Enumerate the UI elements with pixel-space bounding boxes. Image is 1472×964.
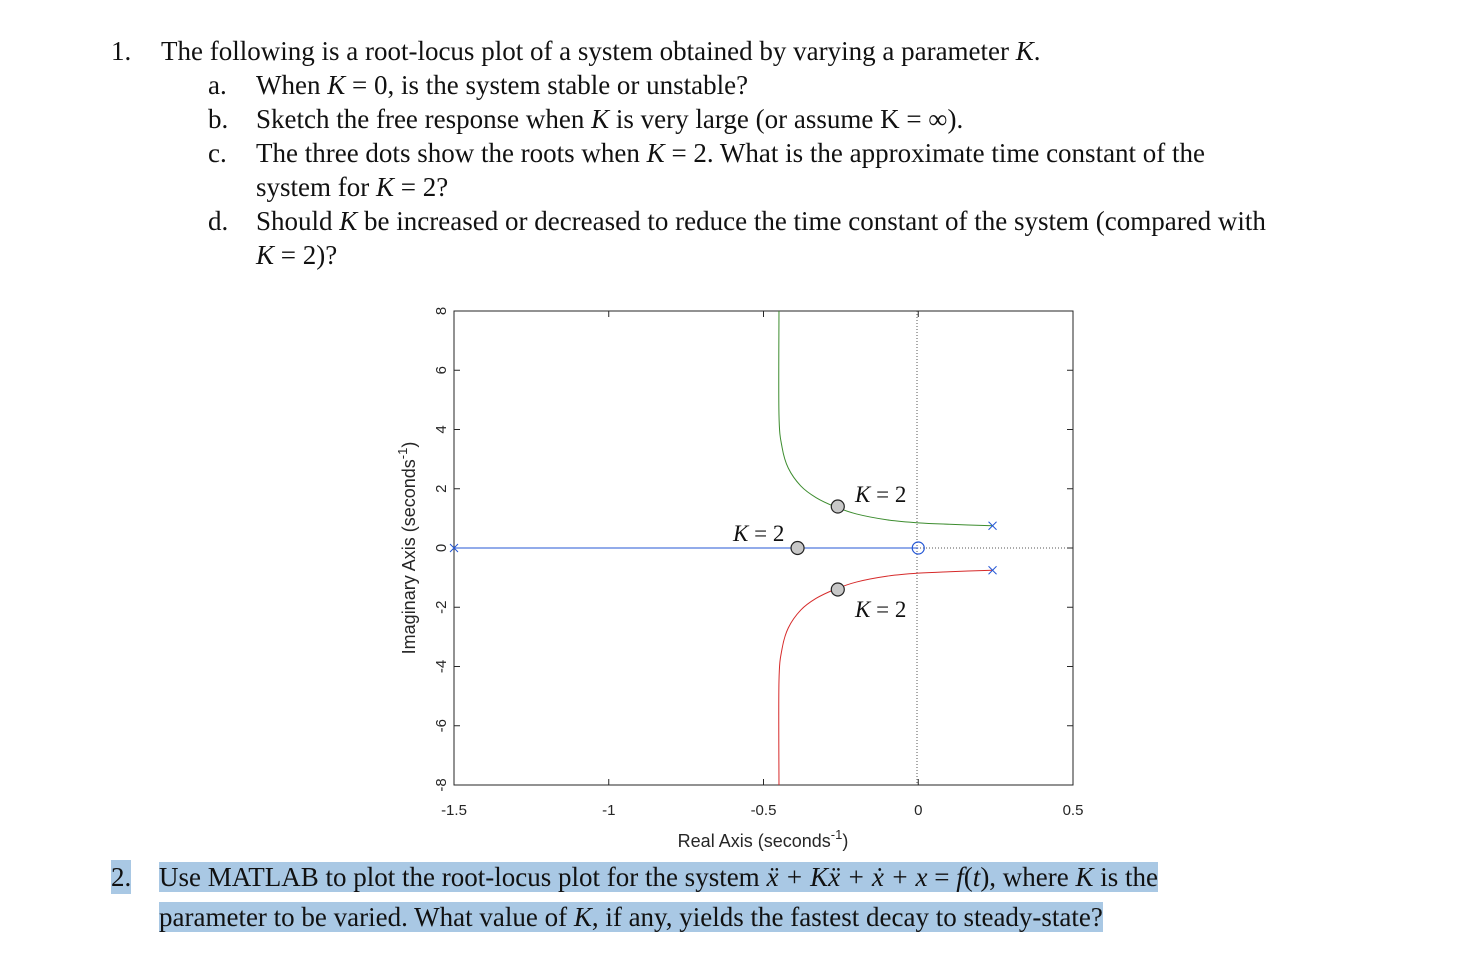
question-2-line2: parameter to be varied. What value of K, if any, yields the fastest decay to steady-state?: [159, 902, 1103, 932]
x-tick-label: -1: [602, 802, 616, 819]
k2-root-dot: [791, 542, 804, 555]
y-tick-label: -8: [433, 778, 450, 792]
question-2-equation: ẍ + Kẍ + ẋ + x: [766, 862, 928, 892]
y-tick-label: 0: [433, 543, 450, 553]
question-2-line1: Use MATLAB to plot the root-locus plot for the system ẍ + Kẍ + ẋ + x = f(t), where K is the: [159, 862, 1159, 892]
y-tick-label: 2: [433, 484, 450, 493]
x-tick-label: 0.5: [1062, 802, 1084, 819]
part-d-label: d.: [208, 206, 229, 236]
x-tick-label: 0: [914, 802, 923, 819]
y-axis-label: Imaginary Axis (seconds$^{-1}$): [395, 441, 419, 655]
part-c-text: The three dots show the roots when K = 2. What is the approximate time constant of the: [256, 138, 1206, 168]
part-a-label: a.: [208, 70, 227, 100]
part-b-label: b.: [208, 104, 229, 134]
y-tick-label: 8: [433, 306, 450, 316]
x-tick-label: -0.5: [750, 802, 777, 819]
k2-label-real: K = 2: [733, 521, 785, 546]
k2-root-dot: [831, 500, 844, 513]
question-1-intro: The following is a root-locus plot of a system obtained by varying a parameter K.: [161, 36, 1041, 66]
part-a-text: When K = 0, is the system stable or unstable?: [256, 70, 749, 100]
y-tick-label: 6: [433, 366, 450, 375]
question-2-number: 2.: [111, 862, 132, 892]
part-b-text: Sketch the free response when K is very large (or assume K = ∞).: [256, 104, 964, 134]
part-c-text-line2: system for K = 2?: [256, 172, 449, 202]
y-tick-label: 4: [433, 425, 450, 434]
k2-label-lower: K = 2: [855, 597, 907, 622]
question-1-number: 1.: [111, 36, 132, 66]
x-tick-label: -1.5: [441, 802, 467, 819]
part-d-text: Should K be increased or decreased to reduce the time constant of the system (compared with: [256, 206, 1266, 236]
k2-label-upper: K = 2: [855, 482, 907, 507]
y-tick-label: -2: [433, 600, 450, 614]
part-c-label: c.: [208, 138, 227, 168]
part-d-text-line2: K = 2)?: [256, 240, 338, 270]
x-axis-label: Real Axis (seconds$^{-1}$): [677, 827, 849, 851]
y-tick-label: -6: [433, 719, 450, 733]
y-tick-label: -4: [433, 659, 450, 674]
k2-root-dot: [831, 583, 844, 596]
